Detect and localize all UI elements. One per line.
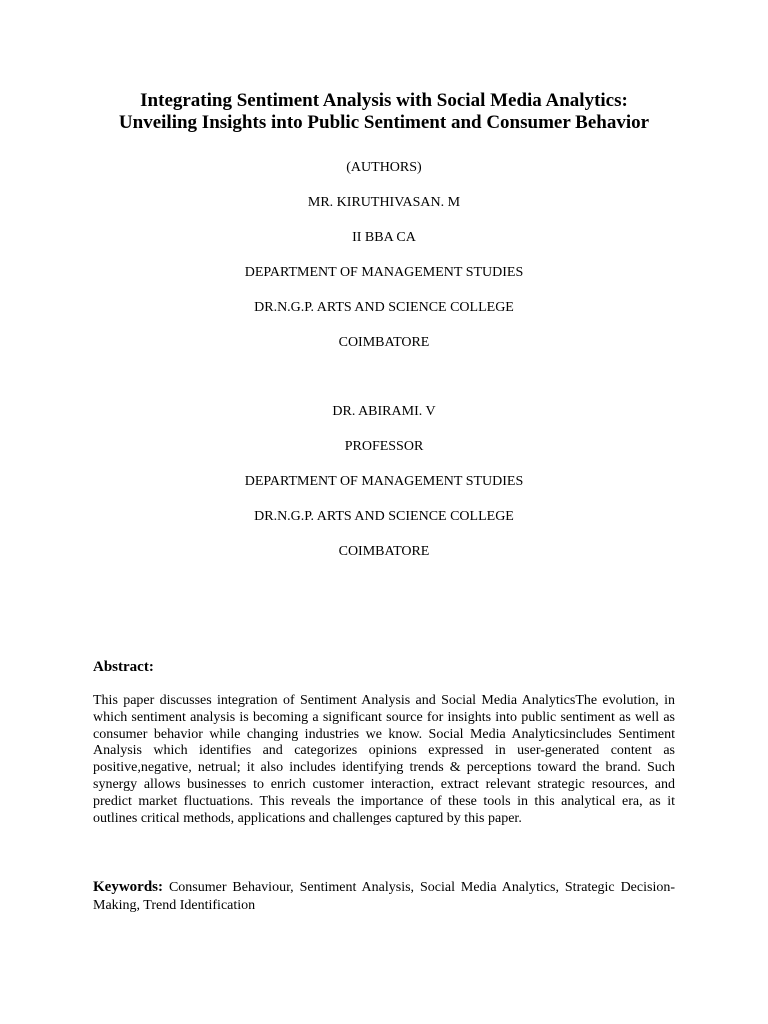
- author-2-department: DEPARTMENT OF MANAGEMENT STUDIES: [244, 474, 524, 489]
- abstract-heading: Abstract:: [93, 659, 154, 675]
- author-1-name: MR. KIRUTHIVASAN. M: [307, 195, 461, 210]
- author-2-city: COIMBATORE: [338, 544, 430, 559]
- paper-title-line-1: Integrating Sentiment Analysis with Social Media Analytics:: [140, 90, 628, 111]
- author-1-city: COIMBATORE: [338, 335, 430, 350]
- paper-title: [60, 90, 708, 134]
- authors-label: (AUTHORS): [346, 160, 422, 175]
- keywords-text: Consumer Behaviour, Sentiment Analysis, Social Media Analytics, Strategic Decision-Making, Trend Identification: [93, 880, 676, 913]
- keywords-label: Keywords:: [93, 879, 163, 895]
- author-2-role: PROFESSOR: [344, 439, 424, 454]
- paper-title-line-2: Unveiling Insights into Public Sentiment and Consumer Behavior: [118, 112, 650, 133]
- author-2-name: DR. ABIRAMI. V: [332, 404, 436, 419]
- author-1-role: II BBA CA: [352, 230, 416, 245]
- author-1-college: DR.N.G.P. ARTS AND SCIENCE COLLEGE: [254, 300, 514, 315]
- keywords: [93, 878, 675, 915]
- author-2-college: DR.N.G.P. ARTS AND SCIENCE COLLEGE: [254, 509, 514, 524]
- abstract-body: This paper discusses integration of Sentiment Analysis and Social Media AnalyticsThe evolution, in which sentiment analysis is becoming a significant source for insights into public sentiment as well as consumer behavior while changing industries we know. Social Media Analyticsincludes Sentiment Analysis which identifies and categorizes opinions expressed in user-generated content as positive,negative, netrual; it also includes identifying trends & perceptions toward the brand. Such synergy allows businesses to enrich customer interaction, extract relevant strategic resources, and predict market fluctuations. This reveals the importance of these tools in this analytical era, as it outlines critical methods, applications and challenges captured by this paper.: [93, 693, 675, 826]
- author-1-department: DEPARTMENT OF MANAGEMENT STUDIES: [244, 265, 524, 280]
